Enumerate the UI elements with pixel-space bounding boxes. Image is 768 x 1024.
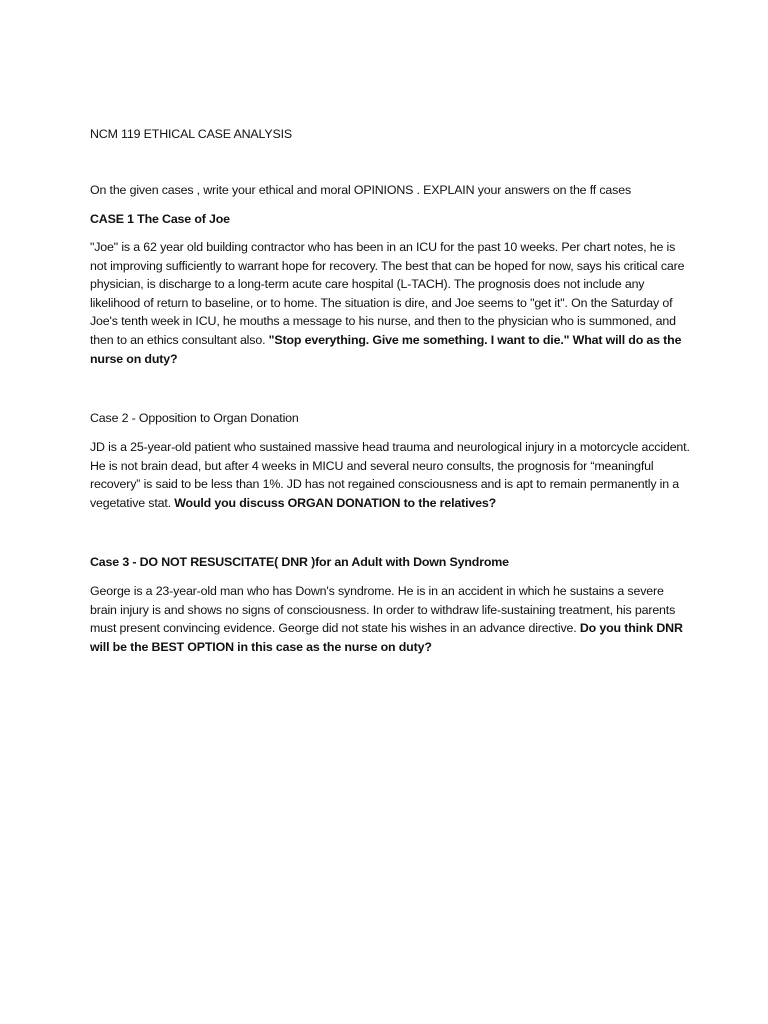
case-2-heading: Case 2 - Opposition to Organ Donation [90, 411, 299, 425]
case-2-paragraph [90, 438, 690, 512]
case-3-paragraph [90, 582, 690, 656]
case-3-heading: Case 3 - DO NOT RESUSCITATE( DNR )for an Adult with Down Syndrome [90, 555, 509, 569]
case-1-paragraph [90, 238, 690, 368]
document-title: NCM 119 ETHICAL CASE ANALYSIS [90, 127, 292, 141]
case-1-body-text: "Joe" is a 62 year old building contractor who has been in an ICU for the past 10 weeks. Per chart notes, he is not improving sufficiently to warrant hope for recovery. The best that can be hoped for now, says his critical care physician, is discharge to a long-term acute care hospital (L-TACH). The prognosis does not include any likelihood of return to baseline, or to home. The situation is dire, and Joe seems to "get it". On the Saturday of Joe's tenth week in ICU, he mouths a message to his nurse, and then to the physician who is summoned, and then to an ethics consultant also. [90, 240, 685, 347]
case-2-body-text: JD is a 25-year-old patient who sustained massive head trauma and neurological injury in a motorcycle accident. He is not brain dead, but after 4 weeks in MICU and several neuro consults, the prognosis for “meaningful recovery” is said to be less than 1%. JD has not regained consciousness and is apt to remain permanently in a vegetative stat. [90, 440, 690, 510]
instructions-text: On the given cases , write your ethical and moral OPINIONS . EXPLAIN your answers on the ff cases [90, 183, 631, 197]
case-3-body-text: George is a 23-year-old man who has Down's syndrome. He is in an accident in which he sustains a severe brain injury is and shows no signs of consciousness. In order to withdraw life-sustaining treatment, his parents must present convincing evidence. George did not state his wishes in an advance directive. [90, 584, 676, 636]
case-3-question: Do you think DNR will be the BEST OPTION in this case as the nurse on duty? [90, 621, 683, 654]
case-1-question: "Stop everything. Give me something. I want to die." What will do as the nurse on duty? [90, 332, 682, 366]
case-2-question: Would you discuss ORGAN DONATION to the relatives? [174, 495, 497, 510]
case-1-heading: CASE 1 The Case of Joe [90, 212, 230, 226]
